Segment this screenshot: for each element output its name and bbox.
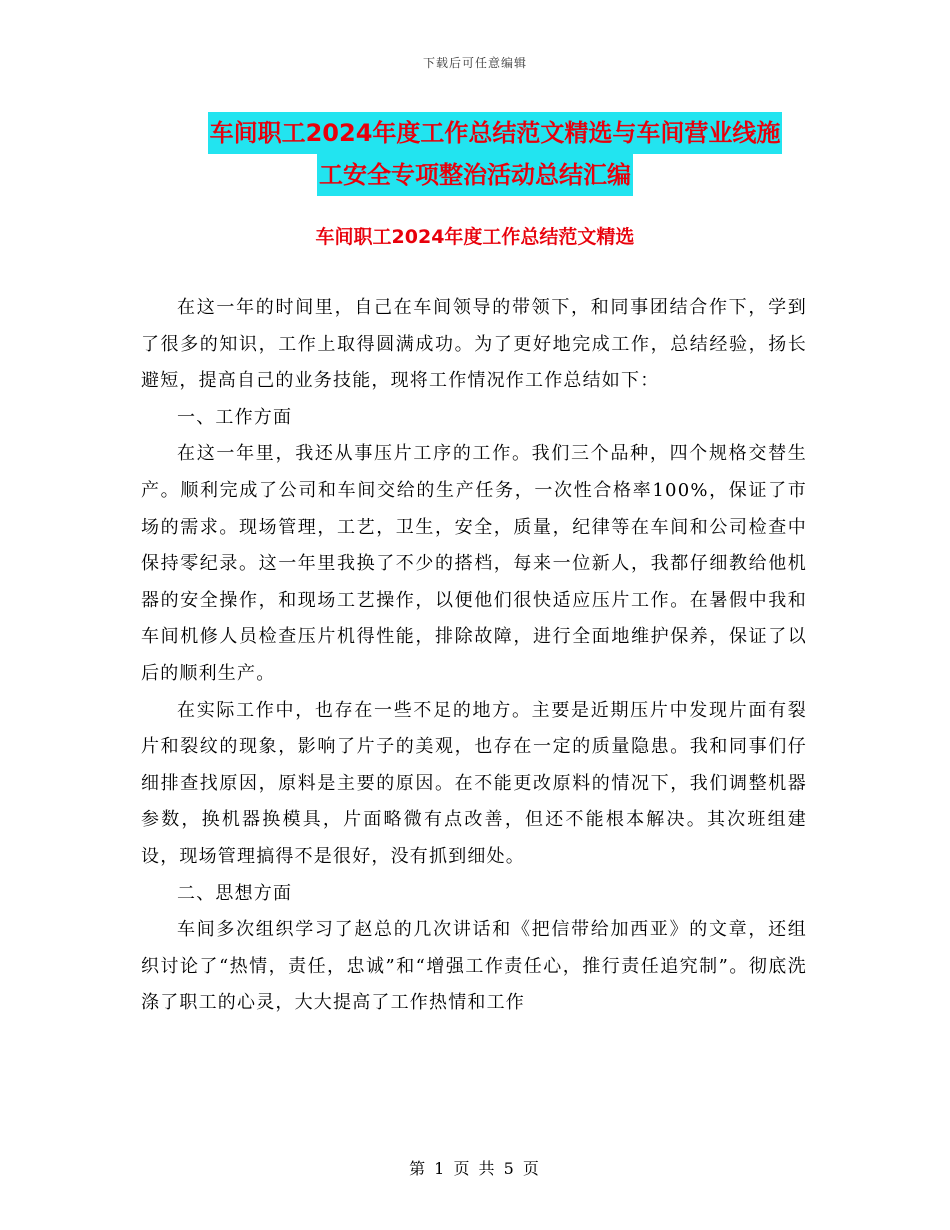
page-footer: 第 1 页 共 5 页 xyxy=(409,1159,541,1178)
body-text xyxy=(141,290,807,1022)
heading-thought: 二、思想方面 xyxy=(177,882,293,904)
paragraph-work: 在这一年里，我还从事压片工序的工作。我们三个品种，四个规格交替生产。顺利完成了公司和车间交给的生产任务，一次性合格率100%，保证了市场的需求。现场管理，工艺，卫生，安全，质量，纪律等在车间和公司检查中保持零纪录。这一年里我换了不少的搭档，每来一位新人，我都仔细教给他机器的安全操作，和现场工艺操作，以便他们很快适应压片工作。在暑假中我和车间机修人员检查压片机得性能，排除故障，进行全面地维护保养，保证了以后的顺利生产。 xyxy=(141,443,807,684)
title-line-2: 工安全专项整治活动总结汇编 xyxy=(317,154,633,196)
document-title xyxy=(0,112,950,196)
heading-work: 一、工作方面 xyxy=(177,406,293,428)
title-line-1: 车间职工2024年度工作总结范文精选与车间营业线施 xyxy=(208,112,783,154)
paragraph-intro: 在这一年的时间里，自己在车间领导的带领下，和同事团结合作下，学到了很多的知识，工作上取得圆满成功。为了更好地完成工作，总结经验，扬长避短，提高自己的业务技能，现将工作情况作工作总结如下： xyxy=(141,297,807,392)
paragraph-thought: 车间多次组织学习了赵总的几次讲话和《把信带给加西亚》的文章，还组织讨论了“热情，责任，忠诚”和“增强工作责任心，推行责任追究制”。彻底洗涤了职工的心灵，大大提高了工作热情和工作 xyxy=(141,919,807,1014)
paragraph-shortcomings: 在实际工作中，也存在一些不足的地方。主要是近期压片中发现片面有裂片和裂纹的现象，影响了片子的美观，也存在一定的质量隐患。我和同事们仔细排查找原因，原料是主要的原因。在不能更改原料的情况下，我们调整机器参数，换机器换模具，片面略微有点改善，但还不能根本解决。其次班组建设，现场管理搞得不是很好，没有抓到细处。 xyxy=(141,699,807,867)
section-title: 车间职工2024年度工作总结范文精选 xyxy=(315,226,635,248)
header-note: 下载后可任意编辑 xyxy=(422,56,527,70)
